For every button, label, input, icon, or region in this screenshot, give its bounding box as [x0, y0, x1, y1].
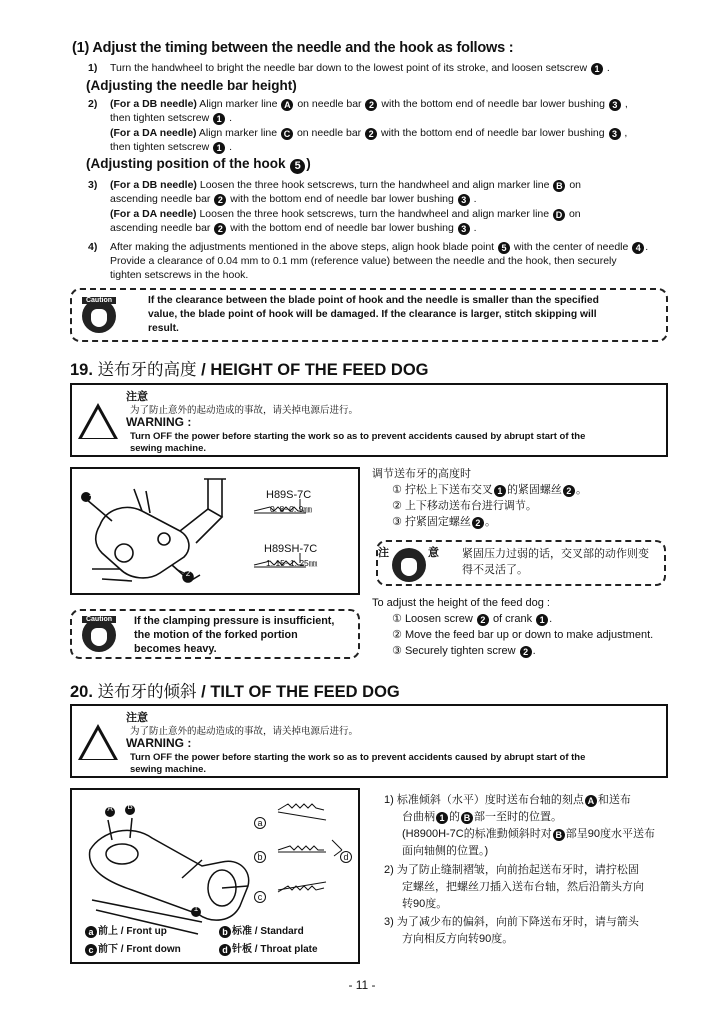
caution-hand-icon [392, 548, 426, 582]
warning-box-19 [70, 383, 668, 457]
zh-step-3: ③ 拧紧固定螺丝 2 。 [392, 516, 496, 528]
page-number: - 11 - [348, 978, 376, 992]
figure-feed-dog-tilt [70, 788, 360, 964]
fig20-label-d: d [340, 846, 356, 864]
fig19-ref-2: 2 [185, 569, 191, 578]
caution-hand-icon: Caution [82, 299, 116, 333]
caution-hand-icon: Caution [82, 618, 116, 652]
fig20-ref-B: B [127, 802, 133, 811]
warning-en-text: Turn OFF the power before starting the work so as to prevent accidents caused by abrupt start of the sewing machine. [130, 752, 586, 775]
warning-box-20 [70, 704, 668, 778]
timing-step-1: 1) Turn the handwheel to bright the needle bar down to the lowest point of its stroke, and loosen setscrew 1 . [88, 62, 610, 74]
caution-box-clamp [70, 609, 360, 659]
fig20-ref-A: A [107, 804, 113, 813]
timing-step-3-db: 3) (For a DB needle) Loosen the three hook setscrews, turn the handwheel and align marker line B on [88, 179, 582, 191]
caution-text-clamp: If the clamping pressure is insufficient, the motion of the forked portion becomes heavy. [134, 615, 335, 655]
timing-step-3-da: (For a DA needle) Loosen the three hook setscrews, turn the handwheel and align marker line D on [110, 208, 581, 220]
tilt-step-1: 1) 标准倾斜（水平）度时送布台轴的刻点 A 和送布 台曲柄 1 的 B 部一至时的位置。 (H8900H-7C的标准動倾斜时对 B 部呈90度水平送布 面向轴侧的位置。) [384, 794, 655, 857]
en-step-1: ① Loosen screw 2 of crank 1 . [392, 613, 553, 625]
ref-marker: 1 [591, 63, 603, 75]
sub-heading-hook: (Adjusting position of the hook 5 ) [86, 156, 311, 172]
feed-dog-height-illustration [72, 469, 358, 593]
zh-step-1: ① 拧松上下送布交叉 1 的紧固螺丝 2 。 [392, 484, 587, 496]
fig20-caption-c: c 前下 / Front down [84, 940, 181, 956]
fig20-label-c: c [254, 886, 270, 904]
fig20-ref-1: 1 [193, 904, 199, 913]
warning-zh-text: 为了防止意外的起动造成的事故，请关掉电源后进行。 [130, 405, 359, 416]
timing-step-3-db-cont: ascending needle bar 2 with the bottom end of needle bar lower bushing 3 . [110, 193, 477, 205]
timing-step-4: 4) After making the adjustments mentioned in the above steps, align hook blade point 5 with the center of needle 4 . [88, 241, 649, 253]
warning-en-title: WARNING : [126, 736, 192, 750]
timing-step-3-da-cont: ascending needle bar 2 with the bottom end of needle bar lower bushing 3 . [110, 222, 477, 234]
timing-step-2-da-cont: then tighten setscrew 1 . [110, 141, 232, 153]
en-step-2: ② Move the feed bar up or down to make adjustment. [392, 629, 654, 641]
zh-step-2: ② 上下移动送布台进行调节。 [392, 500, 537, 512]
zh-adjust-heading: 调节送布牙的高度时 [372, 468, 471, 480]
fig19-model-1: H89S-7C [266, 489, 312, 501]
fig19-ref-1: 1 [88, 489, 94, 498]
warning-en-title: WARNING : [126, 415, 192, 429]
caution-zh-text: 紧固压力过弱的话，交叉部的动作则变 得不灵活了。 [462, 548, 649, 576]
warning-zh-title: 注意 [126, 712, 148, 724]
fig19-range-1: 0. 8−0. 9㎜ [270, 504, 312, 514]
fig20-label-b: b [254, 846, 270, 864]
timing-step-4-line2: Provide a clearance of 0.04 mm to 0.1 mm (reference value) between the needle and the hook, then securely [110, 255, 617, 267]
fig20-caption-d: d 针板 / Throat plate [218, 940, 318, 956]
fig20-label-a: a [254, 812, 270, 830]
caution-zh-label-1: 注 [378, 547, 389, 559]
fig19-model-2: H89SH-7C [264, 543, 318, 555]
caution-box-zh [376, 540, 666, 586]
timing-step-2-da: (For a DA needle) Align marker line C on needle bar 2 with the bottom end of needle bar lower bushing 3 , [110, 127, 628, 139]
fig19-range-2: 1. 15−1. 25㎜ [266, 558, 318, 568]
fig20-caption-a: a 前上 / Front up [84, 922, 167, 938]
warning-en-text: Turn OFF the power before starting the work so as to prevent accidents caused by abrupt start of the sewing machine. [130, 431, 586, 454]
figure-feed-dog-height [70, 467, 360, 595]
en-step-3: ③ Securely tighten screw 2 . [392, 645, 536, 657]
tilt-step-3: 3) 为了减少布的偏斜，向前下降送布牙时，请与箭头 方向相反方向转90度。 [384, 916, 639, 945]
caution-box-hook [70, 288, 668, 342]
caution-zh-label-2: 意 [428, 547, 439, 559]
tilt-step-2: 2) 为了防止缝制褶皱，向前抬起送布牙时，请拧松固 定螺丝，把螺丝刀插入送布台轴，然后沿箭头方向 转90度。 [384, 864, 644, 910]
timing-step-2-db: 2) (For a DB needle) Align marker line A on needle bar 2 with the bottom end of needle bar lower bushing 3 , [88, 98, 628, 110]
warning-zh-title: 注意 [126, 391, 148, 403]
section-19-title: 19. 送布牙的高度 / HEIGHT OF THE FEED DOG [70, 360, 429, 379]
section-20-title: 20. 送布牙的倾斜 / TILT OF THE FEED DOG [70, 682, 400, 701]
fig20-caption-b: b 标准 / Standard [218, 922, 304, 938]
caution-text-hook: If the clearance between the blade point of hook and the needle is smaller than the specified value, the blade point of hook will be damaged. If the clearance is larger, stitch skipping will result. [148, 295, 599, 334]
en-adjust-heading: To adjust the height of the feed dog : [372, 597, 550, 609]
timing-step-4-line3: tighten setscrews in the hook. [110, 269, 249, 281]
warning-zh-text: 为了防止意外的起动造成的事故，请关掉电源后进行。 [130, 726, 359, 737]
sub-heading-needle-bar: (Adjusting the needle bar height) [86, 78, 297, 93]
timing-step-2-db-cont: then tighten setscrew 1 . [110, 112, 232, 124]
timing-heading: (1) Adjust the timing between the needle and the hook as follows : [72, 40, 514, 56]
